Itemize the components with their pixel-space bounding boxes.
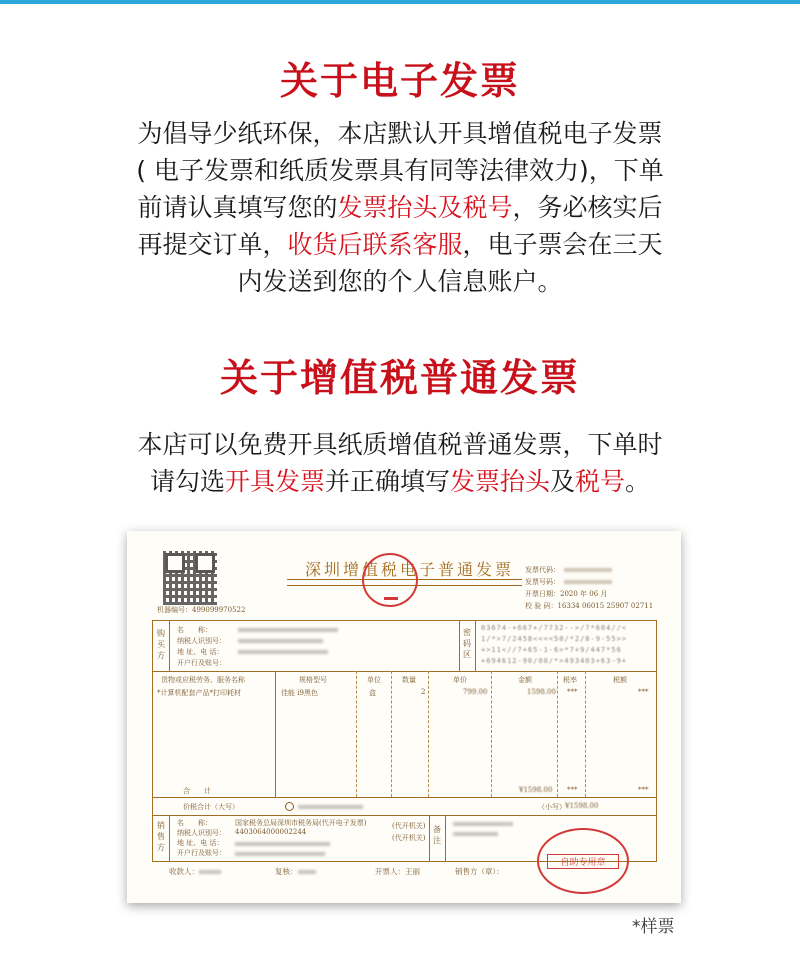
top-accent-bar xyxy=(0,0,800,4)
sample-invoice-image xyxy=(127,531,681,903)
seller-agent-2: (代开机关) xyxy=(392,834,426,842)
column-header-price: 单价 xyxy=(453,676,467,684)
seller-address-label: 地 址、电 话： xyxy=(177,839,224,847)
seller-tax-id: 4403064000002244 xyxy=(235,828,307,836)
item-price: 799.00 xyxy=(463,688,488,696)
paragraph-text: ( 电子发票和纸质发票具有同等法律效力)，下单 xyxy=(136,156,664,185)
seller-name-label: 名 称： xyxy=(177,819,212,827)
item-amount: 1598.00 xyxy=(527,688,556,696)
highlighted-text: 发票抬头及税号 xyxy=(337,193,513,222)
cipher-line-3: +>11<//7+65-1-6>*7+9/447*56 xyxy=(481,646,622,654)
section-title-vat-invoice: 关于增值税普通发票 xyxy=(219,356,580,400)
seller-box-label: 销售方 xyxy=(157,821,165,852)
paragraph-text: ，务必核实后 xyxy=(512,193,663,222)
seller-tax-id-label: 纳税人识别号： xyxy=(177,829,226,837)
cipher-line-2: 1/*>7/2458<<<<50/*2/8-9-55>> xyxy=(481,635,628,643)
column-header-rate: 税率 xyxy=(563,676,577,684)
column-header-amount: 金额 xyxy=(518,676,532,684)
grand-small-amount: ¥1598.00 xyxy=(565,802,599,810)
reviewer-label: 复核： xyxy=(275,866,316,877)
highlighted-text: 开具发票 xyxy=(224,467,325,496)
item-name: *计算机配套产品*打印耗材 xyxy=(157,689,241,697)
column-header-unit: 单位 xyxy=(367,676,381,684)
tax-bureau-seal-icon xyxy=(362,553,418,607)
circle-x-icon xyxy=(285,802,294,811)
column-header-qty: 数量 xyxy=(402,676,416,684)
column-header-goods: 货物或应税劳务、服务名称 xyxy=(161,676,245,684)
invoice-number-row: 发票号码： xyxy=(525,577,612,587)
vat-invoice-description xyxy=(0,426,800,500)
buyer-name-label: 名 称： xyxy=(177,626,212,634)
paragraph-line xyxy=(0,189,800,226)
paragraph-line xyxy=(0,226,800,263)
self-service-seal xyxy=(537,828,629,894)
cipher-line-4: +694612-90/00/*>493403+63-9+ xyxy=(481,657,628,665)
paragraph-text: 内发送到您的个人信息账户。 xyxy=(237,267,563,296)
payee-label: 收款人： xyxy=(169,866,221,877)
total-rate: *** xyxy=(567,786,578,794)
buyer-address-label: 地 址、电 话： xyxy=(177,648,224,656)
item-rate: *** xyxy=(567,688,578,696)
seller-name: 国家税务总局深圳市税务局(代开电子发票) xyxy=(235,819,367,827)
section-title-electronic-invoice: 关于电子发票 xyxy=(279,59,520,103)
remark-box-label: 备注 xyxy=(433,825,441,845)
sample-note: *样票 xyxy=(632,917,675,937)
grand-total-label: 价税合计（大写） xyxy=(183,803,239,811)
paragraph-text: 前请认真填写您的 xyxy=(137,193,338,222)
paragraph-text: 。 xyxy=(625,467,651,496)
paragraph-text: 再提交订单， xyxy=(137,230,288,259)
buyer-bank-label: 开户行及账号： xyxy=(177,659,226,667)
item-qty: 2 xyxy=(421,688,426,696)
paragraph-text: 及 xyxy=(550,467,576,496)
highlighted-text: 税号 xyxy=(575,467,626,496)
paragraph-text: 本店可以免费开具纸质增值税普通发票，下单时 xyxy=(137,430,663,459)
column-header-tax: 税额 xyxy=(613,676,627,684)
paragraph-text: ，电子票会在三天 xyxy=(462,230,663,259)
item-unit: 盒 xyxy=(369,689,376,697)
paragraph-line xyxy=(0,115,800,152)
grand-small-label: （小写） xyxy=(538,803,566,811)
check-code-row: 校 验 码：16334 06015 25907 02711 xyxy=(525,602,654,610)
item-tax: *** xyxy=(638,688,649,696)
seal-text: 自助专用章 xyxy=(547,854,619,869)
highlighted-text: 收货后联系客服 xyxy=(287,230,463,259)
electronic-invoice-description xyxy=(0,115,800,300)
buyer-box-label: 购买方 xyxy=(157,629,165,660)
total-amount: ¥1598.00 xyxy=(519,786,553,794)
invoice-code-row: 发票代码： xyxy=(525,565,612,575)
column-header-spec: 规格型号 xyxy=(299,676,327,684)
issuer-label: 开票人：王丽 xyxy=(375,867,420,876)
invoice-table xyxy=(152,620,657,862)
cipher-box-label: 密码区 xyxy=(463,628,471,659)
paragraph-text: 并正确填写 xyxy=(324,467,450,496)
highlighted-text: 发票抬头 xyxy=(449,467,550,496)
seller-stamp-label: 销售方（章）： xyxy=(455,867,504,876)
buyer-tax-id-label: 纳税人识别号： xyxy=(177,637,226,645)
invoice-title: 深圳增值税电子普通发票 xyxy=(305,560,515,579)
paragraph-line xyxy=(0,463,800,500)
paragraph-text: 为倡导少纸环保，本店默认开具增值税电子发票 xyxy=(137,119,663,148)
paragraph-text: 请勾选 xyxy=(149,467,225,496)
paragraph-line xyxy=(0,152,800,189)
paragraph-line xyxy=(0,426,800,463)
total-tax: *** xyxy=(638,786,649,794)
item-spec: 佳能 i9黑色 xyxy=(281,689,318,697)
total-label: 合 计 xyxy=(183,787,211,795)
seller-agent-1: (代开机关) xyxy=(392,822,426,830)
machine-number: 机器编号：499099970522 xyxy=(157,606,246,614)
seller-bank-label: 开户行及账号： xyxy=(177,849,226,857)
paragraph-line xyxy=(0,263,800,300)
qr-code-icon xyxy=(163,551,217,605)
cipher-line-1: 03674-+667+/7732-->/7*604//< xyxy=(481,624,628,632)
invoice-date-row: 开票日期：2020 年 06 月 xyxy=(525,590,608,598)
